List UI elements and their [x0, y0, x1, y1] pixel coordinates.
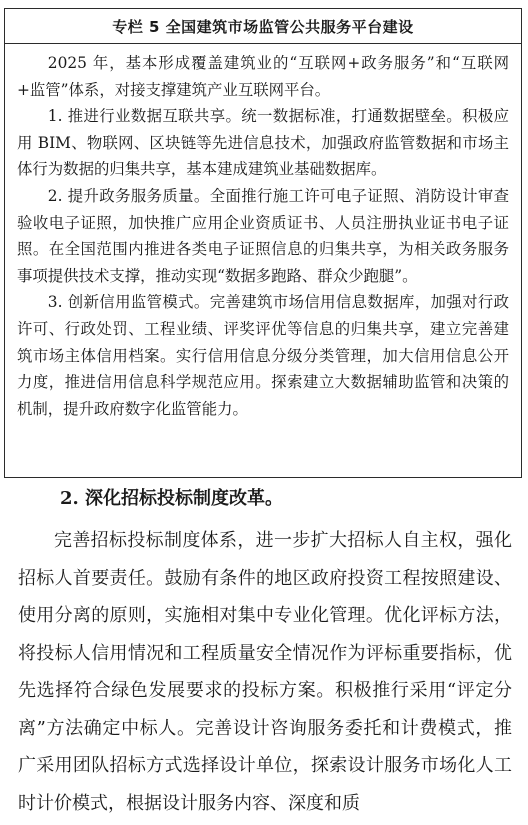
column-item-data-sharing: 1. 推进行业数据互联共享。统一数据标准，打通数据壁垒。积极应用 BIM、物联网、区块链等先进信息技术，加强政府监管数据和市场主体行为数据的归集共享，基本建成建筑业基础数据库。: [17, 107, 509, 179]
column-item-credit-supervision: 3. 创新信用监管模式。完善建筑市场信用信息数据库，加强对行政许可、行政处罚、工程业绩、评奖评优等信息的归集共享，建立完善建筑市场主体信用档案。实行信用信息分级分类管理，加大信用信息公开力度，推进信用信息科学规范应用。探索建立大数据辅助监管和决策的机制，提升政府数字化监管能力。: [17, 293, 509, 418]
column-item-government-services: 2. 提升政务服务质量。全面推行施工许可电子证照、消防设计审查验收电子证照，加快推广应用企业资质证书、人员注册执业证书电子证照。在全国范围内推进各类电子证照信息的归集共享，为相关政务服务事项提供技术支撑，推动实现“数据多跑路、群众少跑腿”。: [17, 186, 509, 285]
column-intro-paragraph: 2025 年，基本形成覆盖建筑业的“互联网+政务服务”和“互联网+监管”体系，对接支撑建筑产业互联网平台。: [17, 54, 509, 99]
column-box: [4, 8, 522, 478]
section-body-paragraph: 完善招标投标制度体系，进一步扩大招标人自主权，强化招标人首要责任。鼓励有条件的地区政府投资工程按照建设、使用分离的原则，实施相对集中专业化管理。优化评标方法，将投标人信用情况和工程质量安全情况作为评标重要指标，优先选择符合绿色发展要求的投标方案。积极推行采用“评定分离”方法确定中标人。完善设计咨询服务委托和计费模式，推广采用团队招标方式选择设计单位，探索设计服务市场化人工时计价模式，根据设计服务内容、深度和质: [18, 530, 512, 814]
section-heading: 2. 深化招标投标制度改革。: [60, 488, 284, 509]
column-box-body: [5, 44, 521, 422]
column-box-title: 专栏 5 全国建筑市场监管公共服务平台建设: [5, 9, 521, 44]
